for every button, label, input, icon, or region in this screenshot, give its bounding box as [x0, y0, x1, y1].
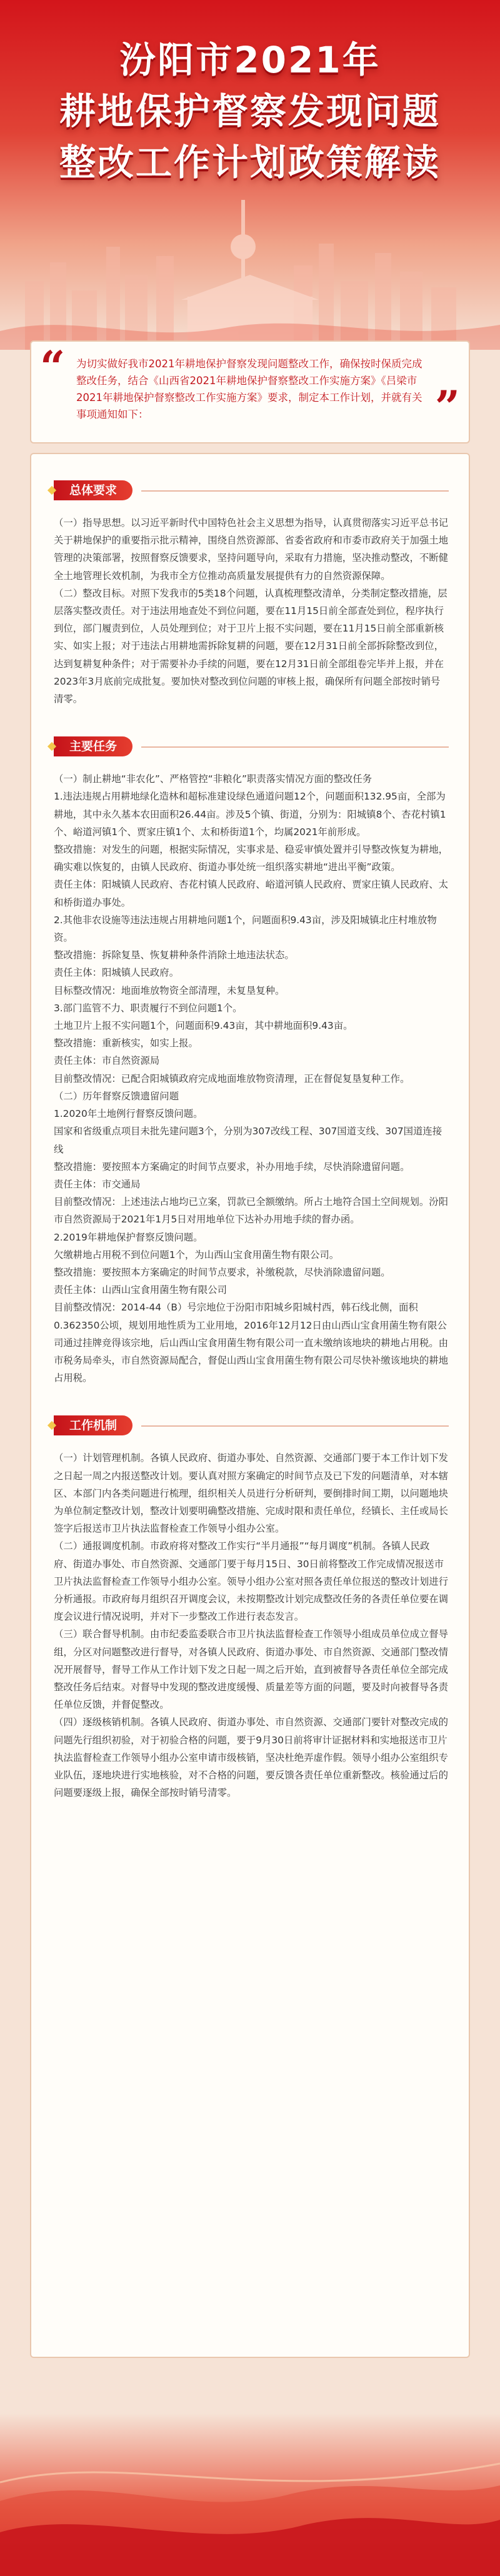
paragraph: （三）联合督导机制。由市纪委监委联合市卫片执法监督检查工作领导小组成员单位成立督导组，分区对问题整改进行督导，对各镇人民政府、街道办事处、市自然资源、交通部门整改情况开展督导，督导工作从工作计划下发之日起一周之后开始，直到被督导各责任单位全部完成整改任务后结束。对督导中发现的整改进度缓慢、质量差等方面的问题，要及时向被督导各责任单位反馈，并督促整改。	[54, 1628, 449, 1711]
paragraph: 1.2020年土地例行督察反馈问题。	[54, 1108, 203, 1120]
section-heading: 总体要求	[54, 480, 132, 500]
paragraph: （一）指导思想。以习近平新时代中国特色社会主义思想为指导，认真贯彻落实习近平总书记关于耕地保护的重要指示批示精神，围绕自然资源部、省委省政府和市委市政府关于加强土地管理的决策部署，按照督察反馈要求，坚持问题导向，采取有力措施，坚决推动整改，不断健全土地管理长效机制，为我市全方位推动高质量发展提供有力的自然资源保障。	[54, 517, 449, 582]
paragraph: 目标整改情况：地面堆放物资全部清理，未复垦复种。	[54, 984, 285, 996]
section-heading: 主要任务	[54, 736, 132, 756]
title-line-3: 整改工作计划政策解读	[59, 141, 441, 184]
paragraph: 整改措施：拆除复垦、恢复耕种条件消除土地违法状态。	[54, 949, 294, 961]
page-title	[0, 34, 500, 188]
paragraph: 目前整改情况：2014-44（B）号宗地位于汾阳市阳城乡阳城村西，韩石线北侧，面积0.362350公顷，规划用地性质为工业用地，2016年12月12日由山西山宝食用菌生物有限公司通过挂牌竞得该宗地，后山西山宝食用菌生物有限公司一直未缴纳该地块的耕地占用税。由市税务局牵头，市自然资源局配合，督促山西山宝食用菌生物有限公司尽快补缴该地块的耕地占用税。	[54, 1302, 449, 1384]
paragraph: 整改措施：对发生的问题，根据实际情况，实事求是、稳妥审慎处置并引导整改恢复为耕地，确实难以恢复的，由镇人民政府、街道办事处统一组织落实耕地“进出平衡”政策。	[54, 844, 449, 873]
paragraph: （二）历年督察反馈遗留问题	[54, 1090, 179, 1102]
section-header	[54, 477, 449, 504]
paragraph: 整改措施：重新核实，如实上报。	[54, 1038, 198, 1049]
footer-wave-decoration	[0, 2426, 500, 2576]
paragraph: 责任主体：阳城镇人民政府。	[54, 967, 179, 979]
section-header	[54, 733, 449, 760]
paragraph: 3.部门监管不力、职责履行不到位问题1个。	[54, 1002, 242, 1014]
open-quote-icon: “	[40, 341, 66, 393]
section-divider	[141, 490, 449, 492]
paragraph: （一）制止耕地“非农化”、严格管控“非粮化”职责落实情况方面的整改任务	[54, 773, 372, 785]
paragraph: 责任主体：山西山宝食用菌生物有限公司	[54, 1284, 228, 1296]
city-skyline-illustration	[0, 187, 500, 350]
title-line-1: 汾阳市2021年	[119, 39, 381, 81]
paragraph: （四）逐级核销机制。各镇人民政府、街道办事处、市自然资源、交通部门要针对整改完成的问题先行组织初验，对于初验合格的问题，要于9月30日前将审计证据材料和实地报送市卫片执法监督检查工作领导小组办公室申请市级核销，坚决杜绝弄虚作假。领导小组办公室组织专业队伍，逐地块进行实地核验，对不合格的问题，要反馈各责任单位重新整改。核验通过后的问题要逐级上报，确保全部按时销号清零。	[54, 1717, 449, 1799]
section-main-tasks	[54, 733, 449, 1387]
paragraph: 国家和省级重点项目未批先建问题3个，分别为307改线工程、307国道支线、307国道连接线	[54, 1126, 442, 1155]
section-divider	[141, 1425, 449, 1427]
intro-text: 为切实做好我市2021年耕地保护督察发现问题整改工作，确保按时保质完成整改任务，结合《山西省2021年耕地保护督察整改工作实施方案》《吕梁市2021年耕地保护督察整改工作实施方案》要求，制定本工作计划，并就有关事项通知如下：	[76, 358, 422, 420]
intro-card	[30, 340, 470, 443]
paragraph: （一）计划管理机制。各镇人民政府、街道办事处、自然资源、交通部门要于本工作计划下发之日起一周之内报送整改计划。要认真对照方案确定的时间节点及已下发的问题清单，对本辖区、本部门内各类问题进行梳理，组织相关人员进行分析研判，要倒排时间工期，以问题地块为单位制定整改计划，整改计划要明确整改措施、完成时限和责任单位，经镇长、主任或局长签字后报送市卫片执法监督检查工作领导小组办公室。	[54, 1452, 449, 1535]
close-quote-icon: ”	[434, 381, 460, 433]
paragraph: 1.违法违规占用耕地绿化造林和超标准建设绿色通道问题12个，问题面积132.95亩，全部为耕地，其中永久基本农田面积26.44亩。涉及5个镇、街道，分别为：阳城镇8个、杏花村镇1个、峪道河镇1个、贾家庄镇1个、太和桥街道1个，均属2021年前形成。	[54, 791, 446, 838]
paragraph: 欠缴耕地占用税不到位问题1个，为山西山宝食用菌生物有限公司。	[54, 1249, 339, 1261]
paragraph: 2.其他非农设施等违法违规占用耕地问题1个，问题面积9.43亩，涉及阳城镇北庄村堆放物资。	[54, 914, 437, 944]
section-general-requirements	[54, 477, 449, 708]
content-card	[30, 453, 470, 2358]
paragraph: 2.2019年耕地保护督察反馈问题。	[54, 1231, 203, 1243]
paragraph: 目前整改情况：上述违法占地均已立案，罚款已全额缴纳。所占土地符合国土空间规划。汾阳市自然资源局于2021年1月5日对用地单位下达补办用地手续的督办函。	[54, 1196, 449, 1226]
title-line-2: 耕地保护督察发现问题	[59, 90, 441, 132]
paragraph: （二）通报调度机制。市政府将对整改工作实行“半月通报”“每月调度”机制。各镇人民政府、街道办事处、市自然资源、交通部门要于每月15日、30日前将整改工作完成情况报送市卫片执法监督检查工作领导小组办公室。领导小组办公室对照各责任单位报送的整改计划进行分析通报。市政府每月组织召开调度会议，未按期整改计划完成整改任务的各责任单位要在调度会议进行情况说明，并对下一步整改工作进行表态发言。	[54, 1540, 449, 1623]
paragraph: 责任主体：市交通局	[54, 1178, 141, 1190]
paragraph: 整改措施：要按照本方案确定的时间节点要求，补办用地手续，尽快消除遗留问题。	[54, 1161, 410, 1172]
paragraph: 责任主体：市自然资源局	[54, 1055, 160, 1067]
paragraph: 责任主体：阳城镇人民政府、杏花村镇人民政府、峪道河镇人民政府、贾家庄镇人民政府、太和桥街道办事处。	[54, 879, 449, 908]
section-heading: 工作机制	[54, 1415, 132, 1435]
paragraph: （二）整改目标。对照下发我市的5类18个问题，认真梳理整改清单，分类制定整改措施，层层落实整改责任。对于违法用地查处不到位问题，要在11月15日前全部查处到位，程序执行到位，部门履责到位，人员处理到位；对于卫片上报不实问题，要在11月15日前全部重新核实、如实上报；对于违法占用耕地需拆除复耕的问题，要在12月31日前全部拆除整改到位，达到复耕复种条件；对于需要补办手续的问题，要在12月31日前全部组卷完毕并上报，并在2023年3月底前完成批复。要加快对整改到位问题的审核上报，确保所有问题全部按时销号清零。	[54, 587, 448, 705]
section-divider	[141, 746, 449, 748]
section-header	[54, 1412, 449, 1439]
section-work-mechanism	[54, 1412, 449, 1801]
paragraph: 整改措施：要按照本方案确定的时间节点要求，补缴税款，尽快消除遗留问题。	[54, 1266, 391, 1278]
paragraph: 目前整改情况：已配合阳城镇政府完成地面堆放物资清理，正在督促复垦复种工作。	[54, 1073, 410, 1084]
paragraph: 土地卫片上报不实问题1个，问题面积9.43亩，其中耕地面积9.43亩。	[54, 1020, 353, 1032]
